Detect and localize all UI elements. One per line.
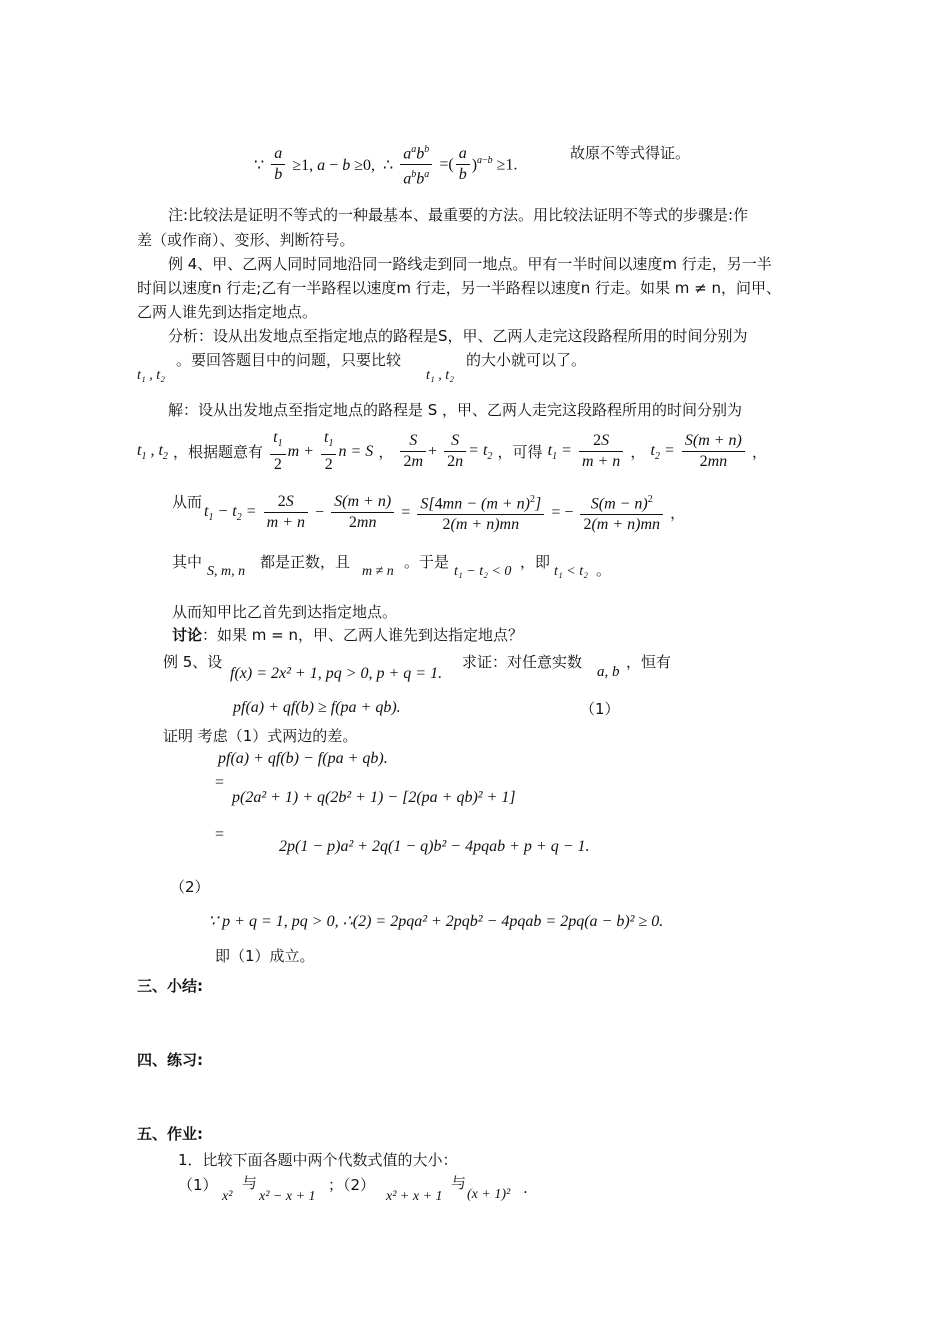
homework-part-1-label: （1）	[178, 1176, 218, 1194]
note-line-1: 注:比较法是证明不等式的一种最基本、最重要的方法。用比较法证明不等式的步骤是:作	[168, 206, 749, 224]
proof-line-3: 2p(1 − p)a² + 2q(1 − q)b² − 4pqab + p + q − 1.	[279, 838, 590, 855]
proof-end: 即（1）成立。	[215, 947, 315, 965]
section-practice-heading: 四、练习:	[137, 1051, 203, 1069]
where-text-d: ，即	[520, 553, 551, 571]
example4-line-3: 乙两人谁先到达指定地点。	[137, 303, 318, 321]
where-neq: m ≠ n	[362, 564, 394, 579]
equation-a-over-b: ∵ $\frac{a}{b}$ ≥1, a − b ≥0, ∴ $\frac{a^ab^b}{a^bb^a}$ =( $\frac{a}{b}$ )$^{a-b}$ ≥1.	[254, 140, 517, 190]
analysis-line-1: 分析：设从出发地点至指定地点的路程是S，甲、乙两人走完这段路程所用的时间分别为	[168, 327, 748, 345]
section-summary-heading: 三、小结:	[137, 977, 203, 995]
homework-expr-4: (x + 1)²	[467, 1187, 511, 1202]
proof-complete-text: 故原不等式得证。	[570, 144, 691, 162]
note-line-2: 差（或作商）、变形、判断符号。	[137, 231, 355, 249]
difference-equation: $t_1 - t_2$ = $\frac{2S}{m + n}$ − $\frac{S(m + n)}{2mn}$ = $\frac{S[4mn - (m + n)^2]}{2(m + n)mn}$ = − $\frac{S(m - n)^2}{2(m + n)mn}$ ，	[204, 490, 685, 535]
equation-number-2: （2）	[170, 878, 210, 896]
example5-inequality: pf(a) + qf(b) ≥ f(pa + qb).	[233, 699, 401, 716]
homework-with-1: 与	[242, 1174, 258, 1192]
example5-ab: a, b	[597, 664, 620, 680]
example5-function: f(x) = 2x² + 1, pq > 0, p + q = 1.	[230, 665, 443, 682]
analysis-line-2a: 。要回答题目中的问题，只要比较	[176, 351, 402, 369]
where-text-e: 。	[596, 561, 612, 579]
example4-line-1: 例 4、甲、乙两人同时同地沿同一路线走到同一地点。甲有一半时间以速度m 行走，另一半	[168, 255, 772, 273]
conclusion-line: 从而知甲比乙首先到达指定地点。	[172, 603, 398, 621]
proof-equals-1: =	[215, 774, 225, 791]
example5-text-b: 求证：对任意实数	[462, 653, 583, 671]
example4-line-2: 时间以速度n 行走;乙有一半路程以速度m 行走，另一半路程以速度n 行走。如果 m ≠ n，问甲、	[137, 279, 781, 297]
homework-with-2: 与	[451, 1174, 467, 1192]
where-text-c: 。于是	[404, 553, 450, 571]
analysis-t1t2-b: t₁ , t₂	[426, 368, 455, 383]
proof-line-2: p(2a² + 1) + q(2b² + 1) − [2(pa + qb)² + 1]	[232, 789, 516, 806]
therefore-label: 从而	[172, 493, 203, 511]
proof-equals-2: =	[215, 826, 225, 843]
analysis-t1t2-a: t₁ , t₂	[137, 368, 166, 383]
where-text-b: 都是正数，且	[260, 553, 351, 571]
homework-end: .	[523, 1179, 528, 1197]
homework-item-1: 1．比较下面各题中两个代数式值的大小：	[178, 1151, 458, 1169]
solution-line-1: 解：设从出发地点至指定地点的路程是 S ，甲、乙两人走完这段路程所用的时间分别为	[168, 401, 743, 419]
discussion-label: 讨论	[172, 626, 203, 644]
example5-text-c: ，恒有	[626, 653, 672, 671]
analysis-line-2b: 的大小就可以了。	[466, 351, 587, 369]
proof-line-1: pf(a) + qf(b) − f(pa + qb).	[218, 750, 388, 767]
proof-line-4: ∵ p + q = 1, pq > 0, ∴(2) = 2pqa² + 2pqb² − 4pqab = 2pq(a − b)² ≥ 0.	[208, 913, 664, 930]
where-result: t₁ < t₂	[554, 564, 588, 579]
where-vars: S, m, n	[207, 564, 246, 579]
solution-equations: $t_1$ , $t_2$ ，根据题意有 $\frac{t_1}{2}$ m + $\frac{t_1}{2}$ n = S ， $\frac{S}{2m}$ + $\frac{S}{2n}$ = $t_2$ ，可得 $t_1$ = $\frac{2S}{m + n}$ ， $t_2$ = $\frac{S(m + n)}{2mn}$ ，	[137, 429, 767, 474]
homework-expr-3: x² + x + 1	[386, 1189, 443, 1204]
homework-part-2-label: ；（2）	[328, 1176, 376, 1194]
section-homework-heading: 五、作业:	[137, 1125, 203, 1143]
example5-label: 例 5、设	[163, 653, 223, 671]
homework-expr-1: x²	[222, 1189, 233, 1204]
where-ineq: t₁ − t₂ < 0	[454, 564, 512, 579]
discussion-line	[172, 625, 523, 645]
discussion-text: ：如果 m = n，甲、乙两人谁先到达指定地点？	[202, 626, 524, 644]
where-text-a: 其中	[172, 553, 203, 571]
proof-intro: 证明 考虑（1）式两边的差。	[163, 727, 358, 745]
example5-number: （1）	[580, 700, 620, 718]
homework-expr-2: x² − x + 1	[259, 1189, 316, 1204]
